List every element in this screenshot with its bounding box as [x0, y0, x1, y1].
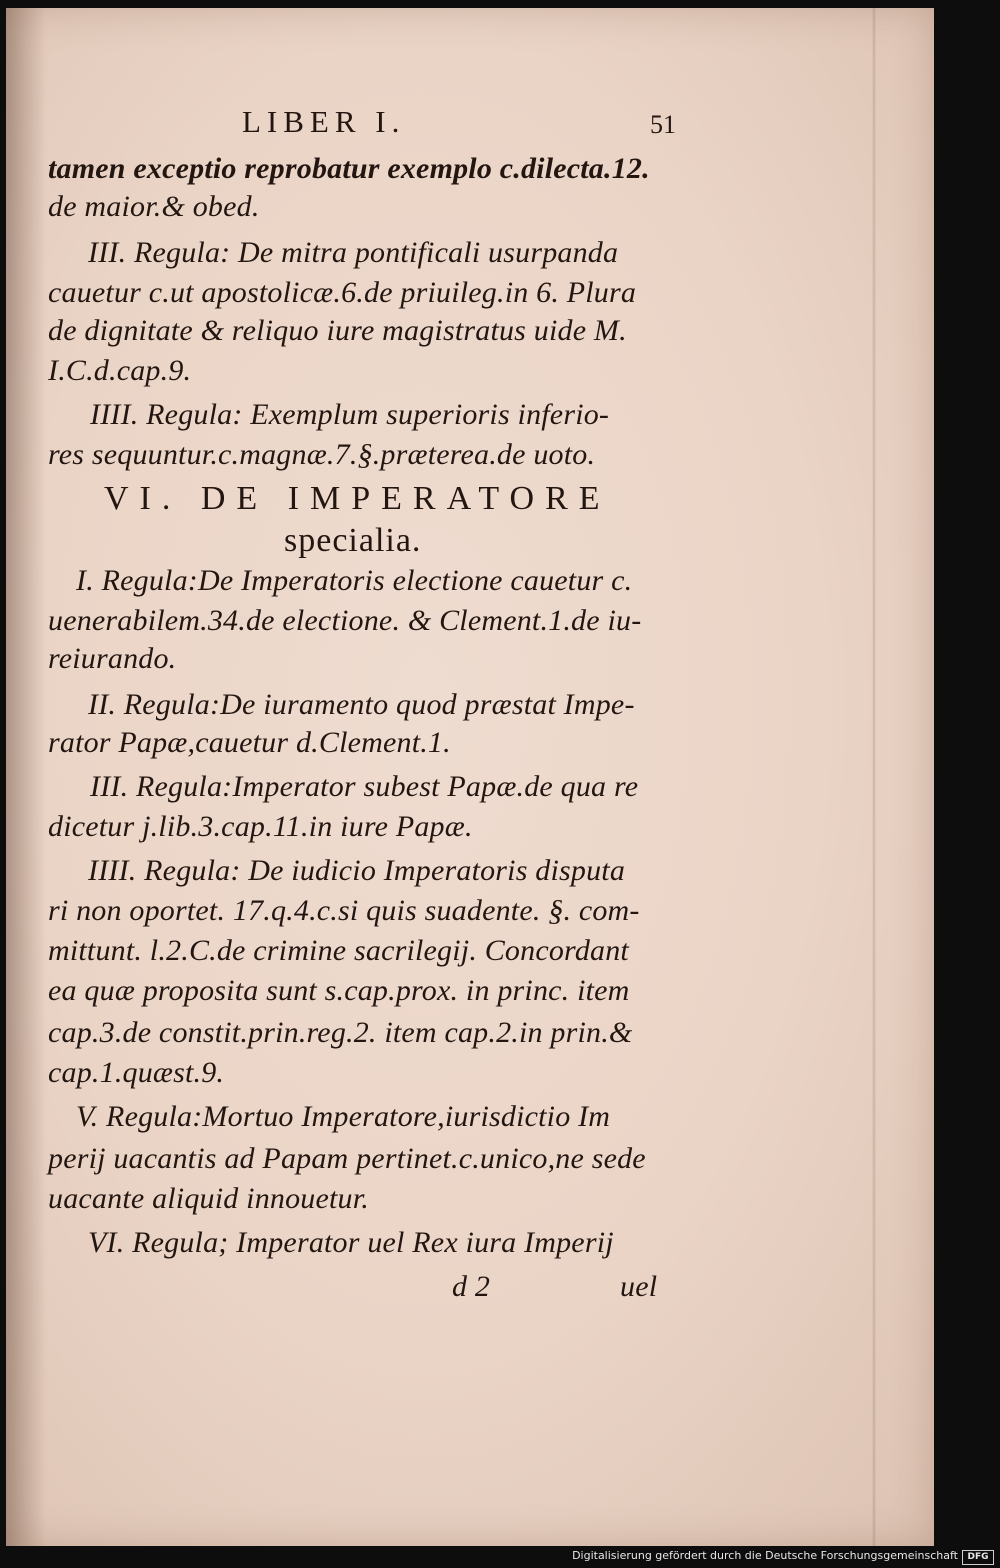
text-line: ea quæ proposita sunt s.cap.prox. in princ. item	[48, 974, 630, 1007]
catchword: uel	[620, 1270, 658, 1303]
page-number: 51	[650, 110, 676, 139]
text-line: res sequuntur.c.magnæ.7.§.præterea.de uoto.	[48, 438, 596, 471]
text-line: perij uacantis ad Papam pertinet.c.unico,ne sede	[48, 1142, 646, 1175]
text-line: III. Regula:Imperator subest Papæ.de qua re	[90, 770, 639, 803]
text-line: IIII. Regula: De iudicio Imperatoris disputa	[88, 854, 626, 887]
text-line: I. Regula:De Imperatoris electione cauetur c.	[76, 564, 633, 597]
text-line: V. Regula:Mortuo Imperatore,iurisdictio Im	[76, 1100, 611, 1133]
dfg-logo: DFG	[962, 1550, 994, 1565]
text-line: cauetur c.ut apostolicæ.6.de priuileg.in 6. Plura	[48, 276, 637, 309]
text-line: I.C.d.cap.9.	[48, 354, 192, 387]
text-line: uenerabilem.34.de electione. & Clement.1.de iu-	[48, 604, 642, 637]
section-subheading: specialia.	[284, 522, 422, 559]
text-line: dicetur j.lib.3.cap.11.in iure Papæ.	[48, 810, 473, 843]
text-line: uacante aliquid innouetur.	[48, 1182, 370, 1215]
text-line: rator Papæ,cauetur d.Clement.1.	[48, 726, 451, 759]
section-heading: VI. DE IMPERATORE	[104, 480, 611, 517]
text-line: reiurando.	[48, 642, 177, 675]
funding-notice: Digitalisierung gefördert durch die Deutsche Forschungsgemeinschaft	[572, 1549, 958, 1562]
text-line: VI. Regula; Imperator uel Rex iura Imperij	[88, 1226, 614, 1259]
text-line: cap.1.quæst.9.	[48, 1056, 225, 1089]
text-line: ri non oportet. 17.q.4.c.si quis suadente. §. com-	[48, 894, 640, 927]
signature-mark: d 2	[452, 1270, 491, 1303]
text-line: mittunt. l.2.C.de crimine sacrilegij. Concordant	[48, 934, 629, 967]
text-line: II. Regula:De iuramento quod præstat Impe-	[88, 688, 635, 721]
spine-shadow	[6, 8, 46, 1546]
text-line: IIII. Regula: Exemplum superioris inferio-	[90, 398, 610, 431]
page-edge-shadow	[872, 8, 876, 1546]
text-line: III. Regula: De mitra pontificali usurpanda	[88, 236, 619, 269]
text-line: tamen exceptio reprobatur exemplo c.dilecta.12.	[48, 152, 650, 185]
text-line: de dignitate & reliquo iure magistratus uide M.	[48, 314, 627, 347]
text-line: de maior.& obed.	[48, 190, 260, 223]
running-title: LIBER I.	[242, 104, 406, 139]
text-line: cap.3.de constit.prin.reg.2. item cap.2.in prin.&	[48, 1016, 633, 1049]
